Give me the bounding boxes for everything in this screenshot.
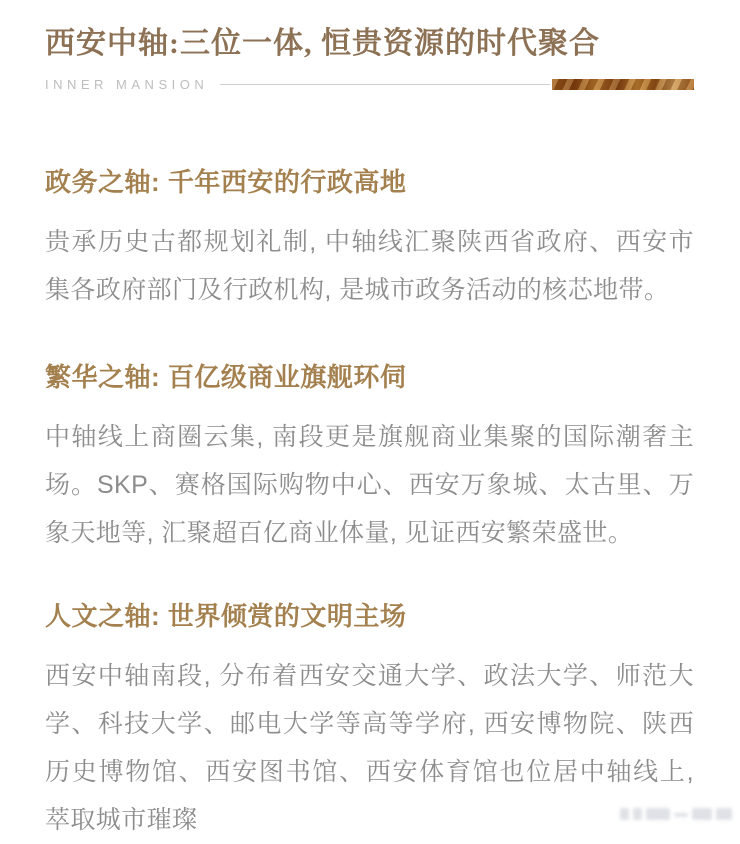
watermark-mark — [716, 808, 732, 820]
section-heading: 繁华之轴: 百亿级商业旗舰环伺 — [45, 362, 407, 392]
page — [0, 26, 740, 844]
section-commerce-axis — [45, 359, 694, 557]
page-title: 西安中轴:三位一体, 恒贵资源的时代聚合 — [45, 27, 600, 60]
section-culture-axis — [45, 598, 694, 844]
section-government-axis — [45, 164, 694, 314]
watermark-mark — [674, 813, 688, 817]
section-heading: 政务之轴: 千年西安的行政高地 — [45, 167, 407, 197]
watermark-mark — [692, 808, 712, 820]
watermark-mark — [633, 808, 642, 820]
gold-texture-bar — [552, 79, 694, 90]
brand-row — [45, 77, 694, 91]
watermark-mark — [646, 808, 670, 820]
section-body: 中轴线上商圈云集, 南段更是旗舰商业集聚的国际潮奢主场。SKP、赛格国际购物中心、西安万象城、太古里、万象天地等, 汇聚超百亿商业体量, 见证西安繁荣盛世。 — [45, 423, 694, 547]
section-heading: 人文之轴: 世界倾赏的文明主场 — [45, 601, 407, 631]
watermark — [620, 808, 732, 820]
section-body: 贵承历史古都规划礼制, 中轴线汇聚陕西省政府、西安市集各政府部门及行政机构, 是城市政务活动的核芯地带。 — [45, 228, 694, 304]
divider-line — [220, 84, 550, 85]
brand-label: INNER MANSION — [45, 76, 209, 92]
section-body: 西安中轴南段, 分布着西安交通大学、政法大学、师范大学、科技大学、邮电大学等高等学府, 西安博物院、陕西历史博物馆、西安图书馆、西安体育馆也位居中轴线上, 萃取城市璀璨 — [45, 662, 694, 834]
watermark-mark — [620, 808, 629, 820]
